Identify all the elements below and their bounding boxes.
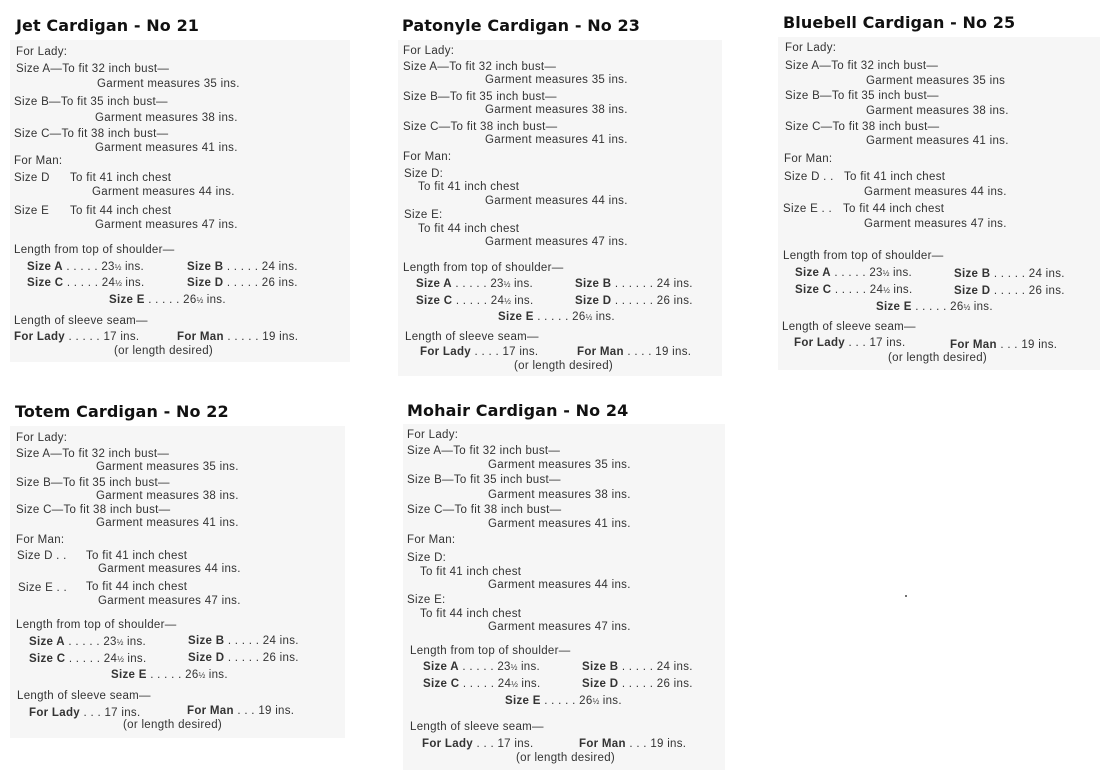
size-b-fit: —To fit 35 inch bust— (442, 474, 561, 486)
size-a-row (16, 448, 169, 461)
len-d-value: 26 ins. (656, 678, 693, 690)
len-b-label: Size B (575, 278, 612, 290)
sleeve-man-value: 19 ins. (650, 738, 687, 750)
len-d-value: 26 ins. (656, 295, 693, 307)
len-e-unit: ins. (595, 311, 615, 323)
len-d-value: 26 ins. (262, 652, 299, 664)
sleeve-man (579, 738, 686, 751)
len-e-value: 26 (572, 311, 586, 323)
size-b-row (785, 90, 939, 103)
sleeve-lady-label: For Lady (794, 337, 845, 349)
len-d-dots: . . . . . (227, 652, 260, 664)
len-c-unit: ins. (521, 678, 541, 690)
size-b-row (14, 96, 168, 109)
size-d-prefix: Size D: (404, 168, 444, 180)
size-c-garment: Garment measures 41 ins. (488, 518, 631, 530)
sleeve-man (950, 339, 1057, 352)
len-a-unit: ins. (124, 261, 145, 273)
len-c-fraction: ½ (117, 655, 124, 664)
length-size-e (109, 294, 226, 307)
length-size-c (423, 678, 540, 691)
len-e-label: Size E (505, 695, 541, 707)
sleeve-heading: Length of sleeve seam— (14, 315, 148, 327)
length-size-e (505, 695, 622, 708)
len-a-fraction: ½ (503, 280, 511, 289)
length-size-c (795, 284, 912, 297)
len-d-label: Size D (188, 652, 225, 664)
len-c-dots: . . . . . (834, 284, 867, 296)
sleeve-man-label: For Man (577, 346, 624, 358)
len-d-label: Size D (187, 277, 224, 289)
size-e-fit: To fit 44 inch chest (86, 581, 188, 593)
length-size-c (416, 295, 533, 308)
size-d-fit: To fit 41 inch chest (420, 566, 522, 578)
sleeve-lady (420, 346, 538, 359)
length-size-e (111, 669, 228, 682)
length-size-b (575, 278, 693, 291)
size-c-prefix: Size C (407, 504, 443, 516)
length-size-d (187, 277, 298, 290)
size-a-row (403, 61, 556, 74)
len-c-dots: . . . . . (66, 277, 99, 289)
sleeve-heading: Length of sleeve seam— (17, 690, 151, 702)
sleeve-lady-label: For Lady (422, 738, 473, 750)
size-b-garment: Garment measures 38 ins. (488, 489, 631, 501)
length-size-b (187, 261, 298, 274)
size-d-fit: To fit 41 inch chest (418, 181, 520, 193)
sleeve-note: (or length desired) (114, 345, 214, 357)
len-c-unit: ins. (127, 653, 147, 665)
size-b-row (16, 477, 170, 490)
len-a-fraction: ½ (882, 269, 890, 278)
len-c-unit: ins. (893, 284, 913, 296)
len-c-fraction: ½ (511, 680, 518, 689)
len-a-fraction: ½ (114, 263, 122, 272)
size-a-prefix: Size A (785, 60, 820, 72)
sleeve-lady-label: For Lady (420, 346, 471, 358)
size-b-fit: —To fit 35 inch bust— (51, 477, 170, 489)
sleeve-note: (or length desired) (888, 352, 988, 364)
size-b-fit: —To fit 35 inch bust— (438, 91, 557, 103)
size-c-prefix: Size C (14, 128, 50, 140)
len-b-value: 24 ins. (262, 635, 299, 647)
size-e-prefix: Size E (14, 205, 50, 217)
size-c-prefix: Size C (16, 504, 52, 516)
for-man-heading: For Man: (407, 534, 456, 546)
sleeve-man (577, 346, 691, 359)
len-e-unit: ins. (206, 294, 226, 306)
size-c-garment: Garment measures 41 ins. (96, 517, 239, 529)
len-b-dots: . . . . . (993, 268, 1026, 280)
size-c-row (16, 504, 170, 517)
len-a-fraction: ½ (116, 638, 124, 647)
size-a-prefix: Size A (16, 448, 51, 460)
size-e-prefix: Size E . . (783, 203, 833, 215)
len-b-value: 24 ins. (1028, 268, 1065, 280)
len-a-dots: . . . . . (462, 661, 494, 673)
sleeve-man-dots: . . . . . (227, 331, 259, 343)
len-e-fraction: ½ (198, 671, 206, 680)
sleeve-lady-dots: . . . (476, 738, 494, 750)
len-e-label: Size E (111, 669, 147, 681)
sleeve-man-value: 19 ins. (258, 705, 295, 717)
size-d-prefix: Size D . . (17, 550, 67, 562)
size-e-prefix: Size E . . (18, 582, 68, 594)
size-b-prefix: Size B (16, 477, 52, 489)
size-b-garment: Garment measures 38 ins. (96, 490, 239, 502)
len-e-label: Size E (498, 311, 534, 323)
size-c-row (785, 121, 939, 134)
len-c-value: 24 (101, 277, 116, 289)
sleeve-man-label: For Man (579, 738, 626, 750)
length-size-e (876, 301, 993, 314)
for-lady-heading: For Lady: (16, 432, 68, 444)
len-a-value: 23 (101, 261, 115, 273)
len-a-dots: . . . . . (455, 278, 487, 290)
len-e-dots: . . . . . (537, 311, 569, 323)
sleeve-note: (or length desired) (123, 719, 223, 731)
size-b-garment: Garment measures 38 ins. (866, 105, 1009, 117)
len-c-label: Size C (423, 678, 460, 690)
sleeve-heading: Length of sleeve seam— (410, 721, 544, 733)
sleeve-lady-value: 17 ins. (104, 707, 141, 719)
size-c-row (14, 128, 168, 141)
len-e-fraction: ½ (585, 313, 593, 322)
len-e-value: 26 (950, 301, 964, 313)
size-e-prefix: Size E: (407, 594, 446, 606)
len-d-label: Size D (582, 678, 619, 690)
len-c-dots: . . . . . (68, 653, 101, 665)
size-d-garment: Garment measures 44 ins. (485, 195, 628, 207)
len-c-fraction: ½ (115, 279, 122, 288)
size-b-fit: —To fit 35 inch bust— (49, 96, 168, 108)
len-c-fraction: ½ (504, 297, 511, 306)
size-e-fit: To fit 44 inch chest (418, 223, 520, 235)
stray-dot-mark (905, 595, 907, 597)
card-title: Jet Cardigan - No 21 (16, 16, 200, 35)
len-e-dots: . . . . . (148, 294, 180, 306)
len-d-value: 26 ins. (1028, 285, 1065, 297)
len-b-label: Size B (954, 268, 991, 280)
len-a-label: Size A (27, 261, 63, 273)
for-lady-heading: For Lady: (403, 45, 455, 57)
len-a-dots: . . . . . (834, 267, 866, 279)
len-e-dots: . . . . . (150, 669, 182, 681)
len-c-label: Size C (795, 284, 832, 296)
len-c-value: 24 (869, 284, 884, 296)
size-a-garment: Garment measures 35 ins (866, 75, 1006, 87)
card-title: Mohair Cardigan - No 24 (407, 401, 629, 420)
sleeve-man-dots: . . . (1000, 339, 1018, 351)
len-e-label: Size E (109, 294, 145, 306)
len-b-label: Size B (582, 661, 619, 673)
sleeve-heading: Length of sleeve seam— (782, 321, 916, 333)
sleeve-man-dots: . . . . (627, 346, 652, 358)
size-a-prefix: Size A (407, 445, 442, 457)
size-b-prefix: Size B (785, 90, 821, 102)
length-size-a (416, 278, 533, 291)
size-c-garment: Garment measures 41 ins. (485, 134, 628, 146)
sleeve-lady-value: 17 ins. (497, 738, 534, 750)
for-lady-heading: For Lady: (407, 429, 459, 441)
sleeve-heading: Length of sleeve seam— (405, 331, 539, 343)
len-b-value: 24 ins. (656, 661, 693, 673)
for-man-heading: For Man: (14, 155, 63, 167)
size-e-fit: To fit 44 inch chest (843, 203, 945, 215)
size-a-row (785, 60, 938, 73)
size-a-garment: Garment measures 35 ins. (488, 459, 631, 471)
length-size-b (188, 635, 299, 648)
length-size-b (582, 661, 693, 674)
size-a-prefix: Size A (16, 63, 51, 75)
sleeve-lady-dots: . . . . (474, 346, 499, 358)
for-man-heading: For Man: (403, 151, 452, 163)
size-d-garment: Garment measures 44 ins. (98, 563, 241, 575)
size-d-prefix: Size D (14, 172, 50, 184)
sleeve-lady-label: For Lady (14, 331, 65, 343)
len-d-label: Size D (575, 295, 612, 307)
len-a-value: 23 (497, 661, 511, 673)
sleeve-lady (422, 738, 533, 751)
length-size-e (498, 311, 615, 324)
size-b-garment: Garment measures 38 ins. (485, 104, 628, 116)
length-heading: Length from top of shoulder— (14, 244, 175, 256)
len-d-value: 26 ins. (261, 277, 298, 289)
size-chart (398, 40, 722, 376)
size-a-fit: —To fit 32 inch bust— (437, 61, 557, 73)
length-heading: Length from top of shoulder— (783, 250, 944, 262)
size-e-garment: Garment measures 47 ins. (864, 218, 1007, 230)
length-size-a (795, 267, 912, 280)
len-a-unit: ins. (513, 278, 534, 290)
length-size-d (575, 295, 693, 308)
for-man-heading: For Man: (784, 153, 833, 165)
len-b-value: 24 ins. (261, 261, 298, 273)
size-a-fit: —To fit 32 inch bust— (50, 448, 170, 460)
size-e-prefix: Size E: (404, 209, 443, 221)
len-e-fraction: ½ (196, 296, 204, 305)
size-d-garment: Garment measures 44 ins. (864, 186, 1007, 198)
size-c-row (403, 121, 557, 134)
size-c-prefix: Size C (785, 121, 821, 133)
sleeve-note: (or length desired) (514, 360, 614, 372)
length-size-a (29, 636, 146, 649)
sleeve-lady (794, 337, 905, 350)
size-b-fit: —To fit 35 inch bust— (820, 90, 939, 102)
size-a-garment: Garment measures 35 ins. (485, 74, 628, 86)
for-lady-heading: For Lady: (785, 42, 837, 54)
size-a-garment: Garment measures 35 ins. (96, 461, 239, 473)
len-d-label: Size D (954, 285, 991, 297)
sleeve-man-value: 19 ins. (655, 346, 692, 358)
card-title: Totem Cardigan - No 22 (15, 402, 229, 421)
size-b-prefix: Size B (407, 474, 443, 486)
card-title: Bluebell Cardigan - No 25 (783, 13, 1016, 32)
len-b-dots: . . . . . . (614, 278, 654, 290)
for-lady-heading: For Lady: (16, 46, 68, 58)
len-d-dots: . . . . . . (614, 295, 654, 307)
size-c-prefix: Size C (403, 121, 439, 133)
sleeve-lady-dots: . . . (83, 707, 101, 719)
size-a-garment: Garment measures 35 ins. (97, 78, 240, 90)
size-d-prefix: Size D: (407, 552, 447, 564)
len-e-value: 26 (579, 695, 593, 707)
len-c-dots: . . . . . (455, 295, 488, 307)
sleeve-man-label: For Man (177, 331, 224, 343)
len-a-value: 23 (103, 636, 117, 648)
len-c-label: Size C (27, 277, 64, 289)
len-a-label: Size A (29, 636, 65, 648)
len-c-unit: ins. (514, 295, 534, 307)
len-e-dots: . . . . . (915, 301, 947, 313)
size-c-fit: —To fit 38 inch bust— (51, 504, 171, 516)
len-b-label: Size B (188, 635, 225, 647)
len-e-value: 26 (183, 294, 197, 306)
length-size-d (582, 678, 693, 691)
sleeve-lady-value: 17 ins. (103, 331, 140, 343)
len-c-unit: ins. (125, 277, 145, 289)
sleeve-note: (or length desired) (516, 752, 616, 764)
len-a-label: Size A (423, 661, 459, 673)
sleeve-man-dots: . . . (237, 705, 255, 717)
len-b-dots: . . . . . (226, 261, 259, 273)
size-a-prefix: Size A (403, 61, 438, 73)
size-e-garment: Garment measures 47 ins. (98, 595, 241, 607)
size-c-garment: Garment measures 41 ins. (866, 135, 1009, 147)
size-c-fit: —To fit 38 inch bust— (49, 128, 169, 140)
len-c-value: 24 (103, 653, 118, 665)
size-a-row (16, 63, 169, 76)
size-d-garment: Garment measures 44 ins. (92, 186, 235, 198)
len-c-value: 24 (490, 295, 505, 307)
size-c-fit: —To fit 38 inch bust— (438, 121, 558, 133)
len-a-fraction: ½ (510, 663, 518, 672)
size-d-prefix: Size D . . (784, 171, 834, 183)
length-heading: Length from top of shoulder— (410, 645, 571, 657)
size-a-fit: —To fit 32 inch bust— (441, 445, 561, 457)
size-chart (778, 37, 1100, 370)
size-c-fit: —To fit 38 inch bust— (820, 121, 940, 133)
len-b-dots: . . . . . (227, 635, 260, 647)
size-b-prefix: Size B (14, 96, 50, 108)
sleeve-man (177, 331, 298, 344)
size-c-row (407, 504, 561, 517)
size-e-garment: Garment measures 47 ins. (488, 621, 631, 633)
length-heading: Length from top of shoulder— (403, 262, 564, 274)
card-title: Patonyle Cardigan - No 23 (402, 16, 640, 35)
length-size-c (29, 653, 146, 666)
len-b-value: 24 ins. (656, 278, 693, 290)
length-size-b (954, 268, 1065, 281)
size-d-fit: To fit 41 inch chest (70, 172, 172, 184)
len-d-dots: . . . . . (993, 285, 1026, 297)
len-a-value: 23 (490, 278, 504, 290)
size-a-fit: —To fit 32 inch bust— (819, 60, 939, 72)
length-size-c (27, 277, 144, 290)
len-e-value: 26 (185, 669, 199, 681)
len-e-fraction: ½ (592, 697, 600, 706)
len-d-dots: . . . . . (621, 678, 654, 690)
len-e-fraction: ½ (963, 303, 971, 312)
size-c-garment: Garment measures 41 ins. (95, 142, 238, 154)
sleeve-man-value: 19 ins. (262, 331, 299, 343)
for-man-heading: For Man: (16, 534, 65, 546)
size-b-row (403, 91, 557, 104)
len-a-label: Size A (416, 278, 452, 290)
sleeve-lady-dots: . . . (848, 337, 866, 349)
size-d-garment: Garment measures 44 ins. (488, 579, 631, 591)
len-a-dots: . . . . . (68, 636, 100, 648)
size-e-fit: To fit 44 inch chest (420, 608, 522, 620)
length-size-a (423, 661, 540, 674)
len-b-label: Size B (187, 261, 224, 273)
len-a-unit: ins. (520, 661, 541, 673)
size-e-fit: To fit 44 inch chest (70, 205, 172, 217)
size-b-prefix: Size B (403, 91, 439, 103)
size-chart (10, 426, 345, 738)
len-c-fraction: ½ (883, 286, 890, 295)
size-b-garment: Garment measures 38 ins. (95, 112, 238, 124)
size-chart (10, 40, 350, 362)
size-e-garment: Garment measures 47 ins. (485, 236, 628, 248)
sleeve-man-value: 19 ins. (1021, 339, 1058, 351)
len-b-dots: . . . . . (621, 661, 654, 673)
len-c-label: Size C (416, 295, 453, 307)
len-e-unit: ins. (602, 695, 622, 707)
len-a-dots: . . . . . (66, 261, 98, 273)
sleeve-lady-value: 17 ins. (869, 337, 906, 349)
length-size-d (954, 285, 1065, 298)
size-d-fit: To fit 41 inch chest (844, 171, 946, 183)
length-size-a (27, 261, 144, 274)
len-a-unit: ins. (892, 267, 913, 279)
len-c-value: 24 (497, 678, 512, 690)
len-d-dots: . . . . . (226, 277, 259, 289)
size-a-fit: —To fit 32 inch bust— (50, 63, 170, 75)
len-c-dots: . . . . . (462, 678, 495, 690)
size-chart (403, 424, 725, 770)
size-b-row (407, 474, 561, 487)
len-a-value: 23 (869, 267, 883, 279)
length-heading: Length from top of shoulder— (16, 619, 177, 631)
sleeve-lady (14, 331, 139, 344)
len-e-dots: . . . . . (544, 695, 576, 707)
sleeve-man-dots: . . . (629, 738, 647, 750)
len-e-label: Size E (876, 301, 912, 313)
sleeve-lady-value: 17 ins. (502, 346, 539, 358)
sleeve-lady-dots: . . . . . (68, 331, 100, 343)
size-a-row (407, 445, 560, 458)
len-e-unit: ins. (208, 669, 228, 681)
sleeve-man-label: For Man (950, 339, 997, 351)
size-e-garment: Garment measures 47 ins. (95, 219, 238, 231)
len-a-unit: ins. (126, 636, 147, 648)
len-a-label: Size A (795, 267, 831, 279)
size-d-fit: To fit 41 inch chest (86, 550, 188, 562)
len-e-unit: ins. (973, 301, 993, 313)
sleeve-man (187, 705, 294, 718)
len-c-label: Size C (29, 653, 66, 665)
sleeve-man-label: For Man (187, 705, 234, 717)
sleeve-lady-label: For Lady (29, 707, 80, 719)
size-c-fit: —To fit 38 inch bust— (442, 504, 562, 516)
length-size-d (188, 652, 299, 665)
